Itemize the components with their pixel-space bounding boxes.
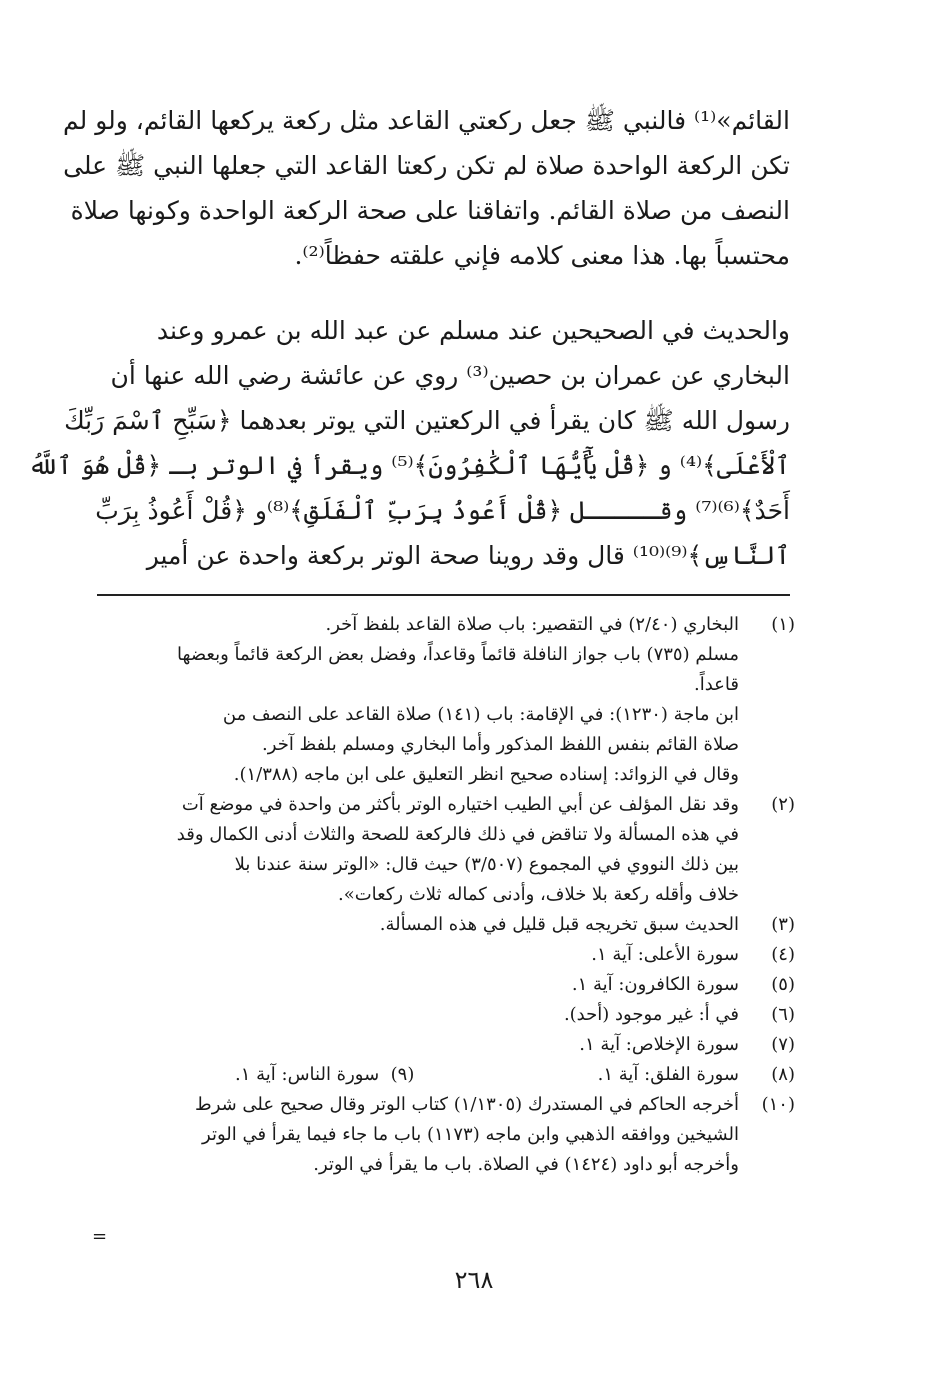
footnote-line: في هذه المسألة ولا تناقض في ذلك فالركعة للصحة والثلاث أدنى الكمال وقد xyxy=(176,824,739,845)
footnote-number: (١) xyxy=(771,614,795,635)
text-line: ٱلنَّاسِ﴾⁽⁹⁾⁽¹⁰⁾ قال وقد روينا صحة الوتر بركعة واحدة عن أمير xyxy=(146,541,790,570)
footnote-10 xyxy=(95,1090,795,1180)
footnote-number: (٨) xyxy=(771,1064,795,1085)
footnote-2 xyxy=(95,790,795,910)
footnote-line: مسلم (٧٣٥) باب جواز النافلة قائماً وقاعداً، وفضل بعض الركعة قائماً وبعضها xyxy=(177,644,739,665)
footnote-line: الشيخين ووافقه الذهبي وابن ماجه (١١٧٣) باب ما جاء فيما يقرأ في الوتر xyxy=(202,1124,739,1145)
footnote-1 xyxy=(95,610,795,790)
footnote-number: (٤) xyxy=(771,944,795,965)
text-line: رسول الله ﷺ كان يقرأ في الركعتين التي يوتر بعدهما ﴿سَبِّحِ ٱسْمَ رَبِّكَ xyxy=(64,406,790,435)
footnote-line: سورة الفلق: آية ١. xyxy=(597,1064,739,1085)
footnote-line: سورة الأعلى: آية ١. xyxy=(591,944,739,965)
text-line: تكن الركعة الواحدة صلاة لم تكن ركعتا القاعد التي جعلها النبي ﷺ على xyxy=(63,151,790,180)
footnote-number: (١٠) xyxy=(761,1094,795,1115)
footnote-4 xyxy=(95,940,795,970)
page-number: ٢٦٨ xyxy=(454,1266,494,1294)
footnote-6 xyxy=(95,1000,795,1030)
text-line: البخاري عن عمران بن حصين⁽³⁾ روي عن عائشة رضي الله عنها أن xyxy=(110,361,790,390)
text-line: أَحَدٌ﴾⁽⁶⁾⁽⁷⁾ وقـــــل ﴿قُلْ أَعُوذُ بِرَبِّ ٱلْفَلَقِ﴾⁽⁸⁾و ﴿قُلْ أَعُوذُ بِرَبِّ xyxy=(95,496,790,525)
footnote-9 xyxy=(235,1060,414,1090)
footnote-7 xyxy=(95,1030,795,1060)
footnote-5 xyxy=(95,970,795,1000)
text-line: النصف من صلاة القائم. واتفاقنا على صحة الركعة الواحدة وكونها صلاة xyxy=(70,196,790,225)
footnotes xyxy=(95,610,795,1180)
footnote-number: (٢) xyxy=(771,794,795,815)
footnote-number: (٣) xyxy=(771,914,795,935)
footnote-line: وأخرجه أبو داود (١٤٢٤) في الصلاة. باب ما يقرأ في الوتر. xyxy=(313,1154,739,1175)
footnote-line: سورة الإخلاص: آية ١. xyxy=(579,1034,739,1055)
footnote-number: (٦) xyxy=(771,1004,795,1025)
footnote-number: (٧) xyxy=(771,1034,795,1055)
paragraph-1 xyxy=(63,98,790,278)
footnote-3 xyxy=(95,910,795,940)
footnote-line: أخرجه الحاكم في المستدرك (١/١٣٠٥) كتاب الوتر وقال صحيح على شرط xyxy=(195,1094,739,1115)
text-line: والحديث في الصحيحين عند مسلم عن عبد الله بن عمرو وعند xyxy=(156,316,790,345)
footnote-number: (٥) xyxy=(771,974,795,995)
footnote-line: قاعداً. xyxy=(694,674,739,695)
footnote-number: (٩) xyxy=(390,1064,415,1085)
paragraph-2 xyxy=(28,308,790,578)
continuation-mark: = xyxy=(92,1226,108,1247)
footnote-line: في أ: غير موجود (أحد). xyxy=(563,1004,739,1025)
text-line: القائم»⁽¹⁾ فالنبي ﷺ جعل ركعتي القاعد مثل ركعة يركعها القائم، ولو لم xyxy=(63,106,790,135)
footnote-line: البخاري (٢/٤٠) في التقصير: باب صلاة القاعد بلفظ آخر. xyxy=(325,614,739,635)
footnote-line: الحديث سبق تخريجه قبل قليل في هذه المسألة. xyxy=(379,914,739,935)
footnote-line: سورة الكافرون: آية ١. xyxy=(571,974,739,995)
footnote-line: بين ذلك النووي في المجموع (٣/٥٠٧) حيث قال: «الوتر سنة عندنا بلا xyxy=(234,854,739,875)
footnote-line: ابن ماجة (١٢٣٠): في الإقامة: باب (١٤١) صلاة القاعد على النصف من xyxy=(222,704,739,725)
footnote-line: خلاف وأقله ركعة بلا خلاف، وأدنى كماله ثلاث ركعات». xyxy=(337,884,739,905)
text-line: ٱلْأَعْلَى﴾⁽⁴⁾ و ﴿قُلْ يَٰٓأَيُّهَا ٱلْكَٰفِرُونَ﴾⁽⁵⁾ ويقرأ في الوتر بـ ﴿قُلْ هُوَ ٱللَّهُ xyxy=(28,451,790,480)
footnote-line: صلاة القائم بنفس اللفظ المذكور وأما البخاري ومسلم بلفظ آخر. xyxy=(262,734,739,755)
footnote-line: وقد نقل المؤلف عن أبي الطيب اختياره الوتر بأكثر من واحدة في موضع آت xyxy=(181,794,739,815)
footnote-separator xyxy=(97,594,790,596)
footnote-line: وقال في الزوائد: إسناده صحيح انظر التعليق على ابن ماجه (١/٣٨٨). xyxy=(233,764,739,785)
footnotes-8-9 xyxy=(95,1060,795,1090)
text-line: محتسباً بها. هذا معنى كلامه فإني علقته حفظاً⁽²⁾. xyxy=(294,241,790,270)
footnote-line: سورة الناس: آية ١. xyxy=(235,1064,380,1085)
